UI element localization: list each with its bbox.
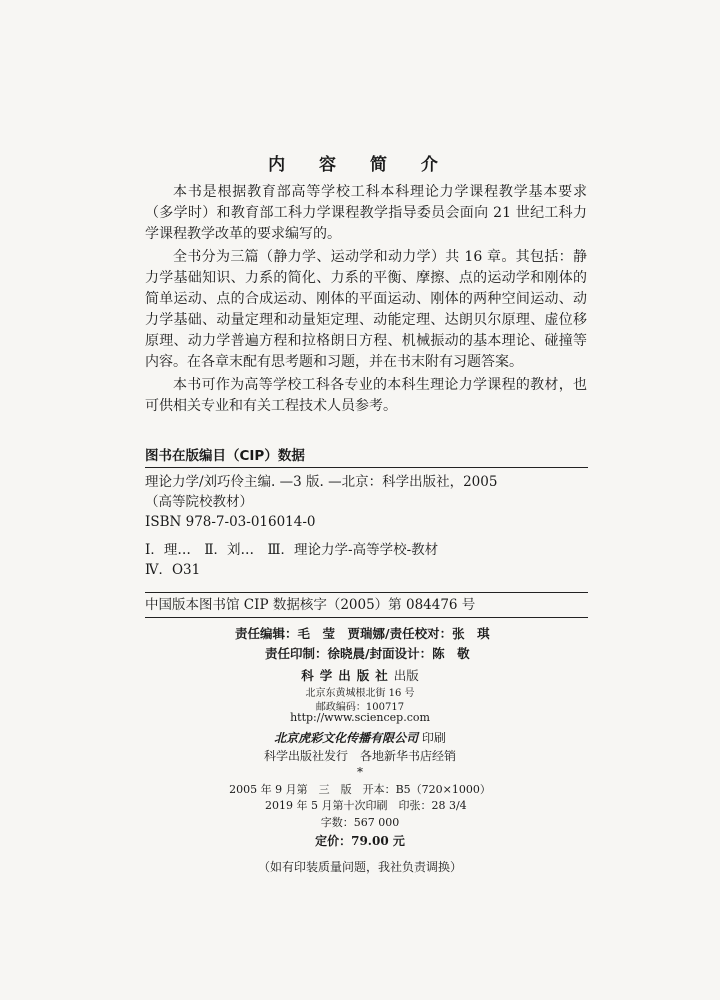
editor-credits: 责任编辑：毛 莹 贾瑞娜/责任校对：张 琪 (235, 626, 490, 641)
summary-paragraph-2: 全书分为三篇（静力学、运动学和动力学）共 16 章。其包括：静力学基础知识、力系的简化、力系的平衡、摩擦、点的运动学和刚体的简单运动、点的合成运动、刚体的平面运动、刚体的两种空间运动、动力学基础、动量定理和动量矩定理、动能定理、达朗贝尔原理、虚位移原理、动力学普遍方程和拉格朗日方程、机械振动的基本理论、碰撞等内容。在各章末配有思考题和习题，并在书末附有习题答案。 (145, 249, 587, 370)
publisher-url: http://www.sciencep.com (290, 711, 430, 724)
publisher-line (0, 666, 720, 684)
cip-line-title: 理论力学/刘巧伶主编. —3 版. —北京：科学出版社，2005 (145, 474, 498, 490)
publisher-postcode: 邮政编码：100717 (315, 702, 405, 713)
cip-record-number: 中国版本图书馆 CIP 数据核字（2005）第 084476 号 (145, 592, 588, 615)
cip-line-subjects: Ⅰ．理… Ⅱ．刘… Ⅲ．理论力学-高等学校-教材 (145, 542, 439, 558)
quality-notice: （如有印装质量问题，我社负责调换） (257, 860, 462, 874)
cip-data-block (145, 472, 588, 580)
page-title: 内 容 简 介 (268, 155, 452, 175)
cip-divider (145, 617, 588, 618)
edition-line: 2005 年 9 月第 三 版 开本：B5（720×1000） (229, 783, 491, 796)
cip-line-classification: Ⅳ．O31 (145, 562, 201, 578)
print-credits: 责任印制：徐晓晨/封面设计：陈 敬 (265, 646, 470, 661)
separator-star: * (357, 765, 363, 779)
cip-line-series: （高等院校教材） (145, 494, 253, 510)
price: 定价：79.00 元 (315, 834, 405, 848)
printer-name: 北京虎彩文化传播有限公司 (274, 731, 419, 745)
publisher-name: 科学出版社 (301, 668, 394, 683)
summary-paragraph-1: 本书是根据教育部高等学校工科本科理论力学课程教学基本要求（多学时）和教育部工科力学课程教学指导委员会面向 21 世纪工科力学课程教学改革的要求编写的。 (145, 184, 587, 242)
summary-paragraph-3: 本书可作为高等学校工科各专业的本科生理论力学课程的教材，也可供相关专业和有关工程技术人员参考。 (145, 377, 587, 414)
content-summary (145, 182, 587, 419)
cip-line-isbn: ISBN 978-7-03-016014-0 (145, 514, 316, 530)
distribution-line: 科学出版社发行 各地新华书店经销 (263, 749, 456, 763)
cip-heading: 图书在版编目（CIP）数据 (145, 444, 588, 468)
publisher-address: 北京东黄城根北街 16 号 (305, 688, 415, 699)
printing-line: 2019 年 5 月第十次印刷 印张：28 3/4 (265, 799, 467, 812)
publisher-suffix: 出版 (393, 668, 419, 683)
printer-suffix: 印刷 (421, 731, 446, 745)
word-count: 字数：567 000 (320, 816, 400, 829)
printer-line (0, 729, 720, 746)
